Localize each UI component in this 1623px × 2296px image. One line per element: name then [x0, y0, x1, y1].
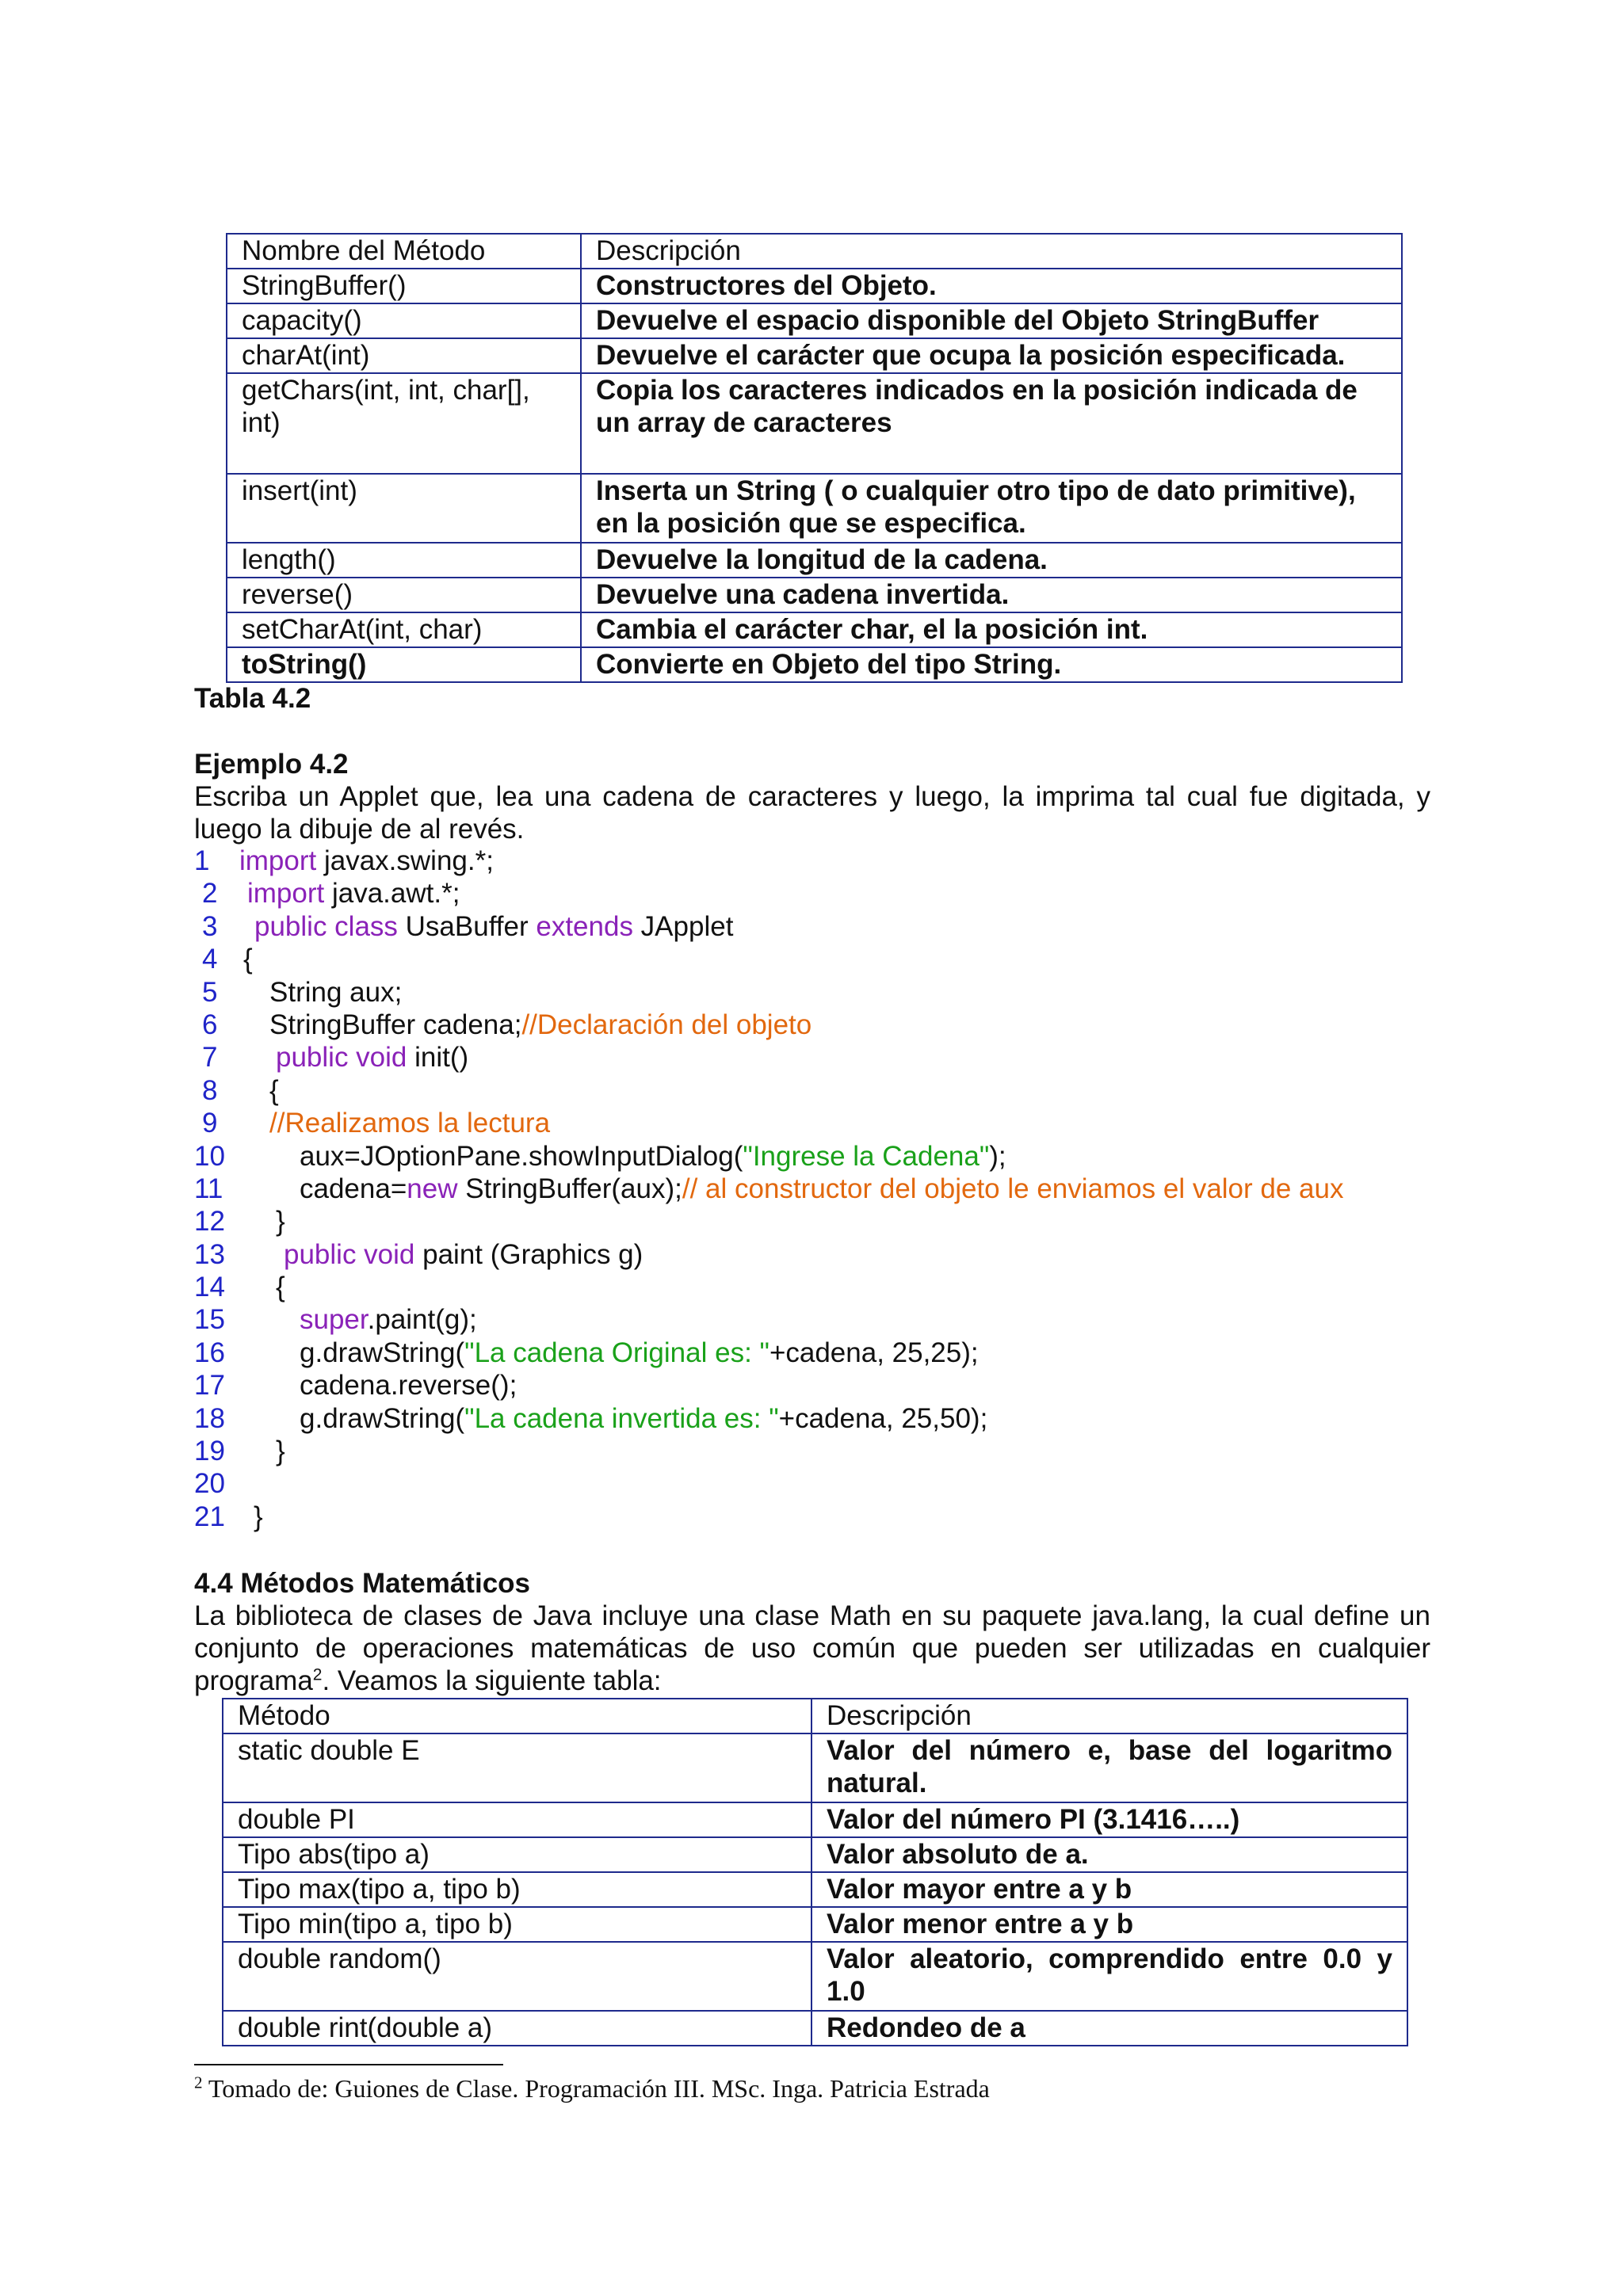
code-comment: //Declaración del objeto	[521, 1009, 812, 1040]
stringbuffer-table-method-cell: getChars(int, int, char[], int)	[227, 373, 581, 474]
stringbuffer-table-row	[227, 578, 1402, 612]
footnote-ref: 2	[312, 1665, 323, 1684]
math-table-description-cell: Valor mayor entre a y b	[812, 1872, 1407, 1907]
math-table-method-cell: double random()	[223, 1942, 812, 2011]
stringbuffer-table-method-cell: reverse()	[227, 578, 581, 612]
stringbuffer-table-description-cell: Devuelve el carácter que ocupa la posición especificada.	[581, 338, 1402, 373]
footnote	[194, 2073, 990, 2104]
stringbuffer-table-description-cell: Devuelve una cadena invertida.	[581, 578, 1402, 612]
math-table-method-cell: Tipo max(tipo a, tipo b)	[223, 1872, 812, 1907]
code-keyword: extends	[536, 910, 633, 942]
code-keyword: new	[407, 1173, 458, 1204]
code-token: g.drawString(	[300, 1337, 465, 1368]
code-token: java.awt.*;	[324, 878, 460, 910]
line-number: 6	[202, 1009, 218, 1040]
code-token: +cadena, 25,50);	[778, 1402, 988, 1434]
code-token: StringBuffer(aux);	[457, 1173, 682, 1204]
math-table-method-cell: static double E	[223, 1733, 812, 1802]
code-text	[254, 910, 733, 943]
code-text	[276, 1041, 468, 1074]
math-table-description-cell: Valor del número PI (3.1416…..)	[812, 1802, 1407, 1837]
footnote-number: 2	[194, 2073, 203, 2092]
code-text	[300, 1303, 477, 1336]
line-number: 10	[194, 1140, 225, 1172]
code-token: StringBuffer cadena;	[269, 1009, 522, 1040]
table-caption: Tabla 4.2	[194, 683, 311, 714]
math-table-method-cell: double PI	[223, 1802, 812, 1837]
code-token: UsaBuffer	[397, 910, 537, 942]
math-table-row	[223, 1942, 1407, 2011]
footnote-rule	[194, 2064, 503, 2065]
code-token: paint (Graphics g)	[414, 1238, 643, 1270]
code-text	[300, 1140, 1006, 1173]
stringbuffer-table-method-cell: length()	[227, 543, 581, 578]
code-token: }	[276, 1436, 285, 1467]
line-number: 3	[202, 910, 218, 942]
code-token: +cadena, 25,25);	[769, 1337, 979, 1368]
code-token: javax.swing.*;	[316, 845, 494, 876]
code-keyword: super	[300, 1304, 368, 1336]
code-string: "La cadena Original es: "	[464, 1337, 769, 1368]
code-token: }	[254, 1501, 263, 1532]
code-token: g.drawString(	[300, 1402, 465, 1434]
code-string: "La cadena invertida es: "	[464, 1402, 779, 1434]
code-text	[239, 845, 494, 877]
stringbuffer-table-row	[227, 647, 1402, 682]
math-table-row	[223, 1907, 1407, 1942]
code-token: cadena.reverse();	[300, 1370, 517, 1402]
stringbuffer-table-description-cell: Descripción	[581, 234, 1402, 269]
math-table-row	[223, 1872, 1407, 1907]
footnote-text: Tomado de: Guiones de Clase. Programación III. MSc. Inga. Patricia Estrada	[202, 2074, 990, 2103]
stringbuffer-table-row	[227, 338, 1402, 373]
code-token: );	[989, 1140, 1006, 1172]
code-text	[276, 1435, 285, 1467]
code-text	[300, 1369, 517, 1402]
math-table-row	[223, 2011, 1407, 2046]
example-heading: Ejemplo 4.2	[194, 749, 349, 780]
math-table-row	[223, 1802, 1407, 1837]
code-keyword: public class	[254, 910, 398, 942]
math-table-description-cell: Valor menor entre a y b	[812, 1907, 1407, 1942]
code-comment: //Realizamos la lectura	[269, 1108, 551, 1139]
line-number: 14	[194, 1272, 225, 1303]
code-token: String aux;	[269, 976, 403, 1008]
stringbuffer-table-row	[227, 612, 1402, 647]
math-methods-table	[222, 1698, 1408, 2046]
stringbuffer-table-description-cell: Convierte en Objeto del tipo String.	[581, 647, 1402, 682]
code-comment: // al constructor del objeto le enviamos el valor de aux	[682, 1173, 1344, 1204]
code-keyword: import	[247, 878, 325, 910]
code-token: cadena=	[300, 1173, 407, 1204]
stringbuffer-table-method-cell: toString()	[227, 647, 581, 682]
code-keyword: public void	[276, 1042, 407, 1074]
math-table-method-cell: Método	[223, 1699, 812, 1733]
line-number: 15	[194, 1304, 225, 1336]
line-number: 2	[202, 878, 218, 910]
line-number: 18	[194, 1402, 225, 1434]
math-table-row	[223, 1699, 1407, 1733]
code-keyword: public void	[284, 1238, 415, 1270]
math-table-row	[223, 1837, 1407, 1872]
math-table-description-cell: Descripción	[812, 1699, 1407, 1733]
code-string: "Ingrese la Cadena"	[743, 1140, 990, 1172]
code-token: .paint(g);	[367, 1304, 477, 1336]
math-table-description-cell: Valor absoluto de a.	[812, 1837, 1407, 1872]
line-number: 13	[194, 1238, 225, 1270]
math-table-description-cell: Redondeo de a	[812, 2011, 1407, 2046]
stringbuffer-table-description-cell: Devuelve el espacio disponible del Objeto StringBuffer	[581, 303, 1402, 338]
code-text	[276, 1205, 285, 1238]
line-number: 1	[194, 845, 210, 876]
stringbuffer-table-method-cell: charAt(int)	[227, 338, 581, 373]
section-text-after: . Veamos la siguiente tabla:	[322, 1665, 662, 1696]
line-number: 17	[194, 1370, 225, 1402]
line-number: 11	[194, 1173, 223, 1204]
math-table-method-cell: Tipo abs(tipo a)	[223, 1837, 812, 1872]
stringbuffer-table-method-cell: Nombre del Método	[227, 234, 581, 269]
code-text	[269, 976, 402, 1009]
stringbuffer-table-row	[227, 474, 1402, 543]
code-text	[247, 877, 460, 910]
stringbuffer-table-description-cell: Inserta un String ( o cualquier otro tipo de dato primitive), en la posición que se especifica.	[581, 474, 1402, 543]
example-text: Escriba un Applet que, lea una cadena de caracteres y luego, la imprima tal cual fue digitada, y luego la dibuje de al revés.	[194, 781, 1430, 845]
line-number: 9	[202, 1108, 218, 1139]
line-number: 12	[194, 1206, 225, 1238]
section-heading: 4.4 Métodos Matemáticos	[194, 1568, 530, 1599]
line-number: 5	[202, 976, 218, 1008]
code-token: {	[276, 1272, 285, 1303]
code-token: {	[243, 944, 253, 975]
stringbuffer-table-description-cell: Cambia el carácter char, el la posición int.	[581, 612, 1402, 647]
stringbuffer-table-row	[227, 269, 1402, 303]
code-text	[254, 1501, 263, 1533]
code-text	[269, 1074, 279, 1107]
code-token: {	[269, 1074, 279, 1106]
stringbuffer-table-description-cell: Constructores del Objeto.	[581, 269, 1402, 303]
code-text	[300, 1337, 979, 1369]
code-text	[269, 1009, 812, 1041]
line-number: 21	[194, 1501, 225, 1532]
stringbuffer-table-row	[227, 373, 1402, 474]
line-number: 4	[202, 944, 218, 975]
stringbuffer-table-row	[227, 543, 1402, 578]
code-text	[269, 1107, 550, 1139]
line-number: 7	[202, 1042, 218, 1074]
section-paragraph	[194, 1600, 1430, 1697]
code-text	[284, 1238, 643, 1271]
line-number: 20	[194, 1468, 225, 1500]
stringbuffer-table-method-cell: setCharAt(int, char)	[227, 612, 581, 647]
math-table-row	[223, 1733, 1407, 1802]
line-number: 16	[194, 1337, 225, 1368]
line-number: 19	[194, 1436, 225, 1467]
code-token: aux=JOptionPane.showInputDialog(	[300, 1140, 743, 1172]
math-table-method-cell: Tipo min(tipo a, tipo b)	[223, 1907, 812, 1942]
code-token: }	[276, 1206, 285, 1238]
code-text	[276, 1271, 285, 1303]
section-text: La biblioteca de clases de Java incluye una clase Math en su paquete java.lang, la cual define un conjunto de operaciones matemáticas de uso común que pueden ser utilizadas en cualquier programa	[194, 1600, 1430, 1696]
code-keyword: import	[239, 845, 317, 876]
code-text	[243, 943, 253, 975]
stringbuffer-table-method-cell: insert(int)	[227, 474, 581, 543]
math-table-method-cell: double rint(double a)	[223, 2011, 812, 2046]
code-token: init()	[407, 1042, 469, 1074]
code-text	[300, 1173, 1344, 1205]
stringbuffer-table-method-cell: capacity()	[227, 303, 581, 338]
stringbuffer-table-method-cell: StringBuffer()	[227, 269, 581, 303]
line-number: 8	[202, 1074, 218, 1106]
stringbuffer-table-description-cell: Copia los caracteres indicados en la posición indicada de un array de caracteres	[581, 373, 1402, 474]
math-table-description-cell: Valor del número e, base del logaritmo natural.	[812, 1733, 1407, 1802]
code-text	[300, 1402, 987, 1435]
math-table-description-cell: Valor aleatorio, comprendido entre 0.0 y 1.0	[812, 1942, 1407, 2011]
stringbuffer-table-row	[227, 303, 1402, 338]
stringbuffer-methods-table	[226, 233, 1403, 683]
stringbuffer-table-description-cell: Devuelve la longitud de la cadena.	[581, 543, 1402, 578]
code-token: JApplet	[632, 910, 734, 942]
stringbuffer-table-row	[227, 234, 1402, 269]
